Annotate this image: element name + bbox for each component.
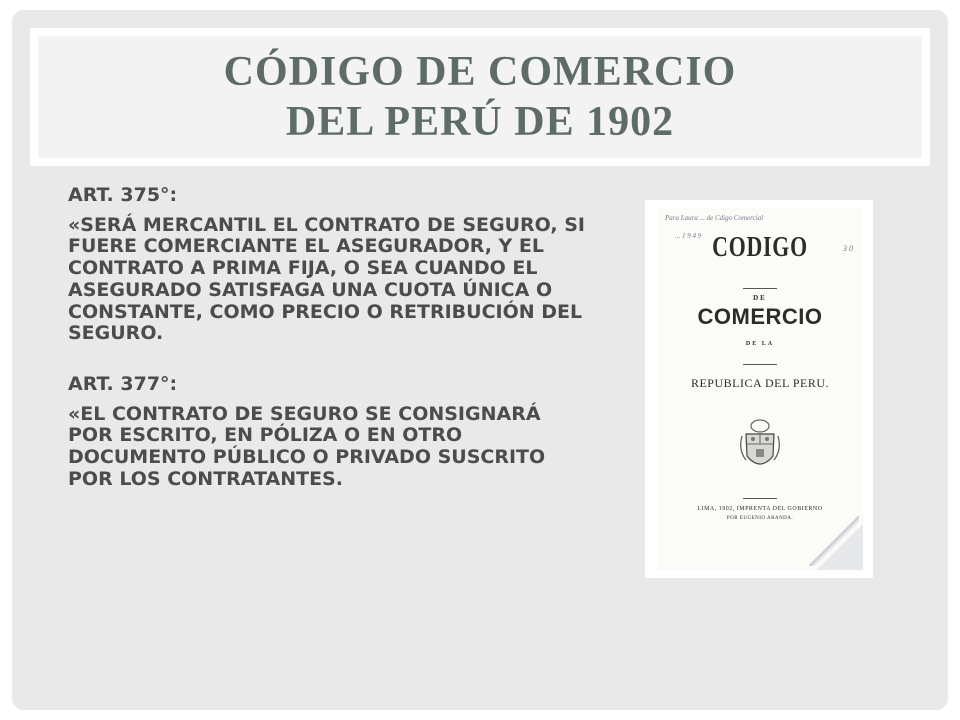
- book-cover: [657, 208, 863, 570]
- coat-of-arms-icon: [740, 416, 780, 480]
- title-line-2: DEL PERÚ DE 1902: [285, 99, 675, 145]
- handwritten-note-2: ... 1 9 4 9: [675, 232, 702, 240]
- article-375: [68, 185, 588, 345]
- article-text: «EL CONTRATO DE SEGURO SE CONSIGNARÁ POR ESCRITO, EN PÓLIZA O EN OTRO DOCUMENTO PÚBLICO O PRIVADO SUSCRITO POR LOS CONTRATANTES.: [68, 402, 546, 490]
- book-title-de-la: DE LA: [745, 341, 775, 347]
- book-title-codigo: CODIGO: [712, 232, 808, 263]
- title-box: [30, 28, 930, 166]
- book-imprint-2: POR EUGENIO ARANDA.: [726, 516, 794, 521]
- book-title-comercio: COMERCIO: [697, 304, 823, 329]
- spacer: [68, 345, 588, 374]
- title-inner: [38, 36, 922, 158]
- book-imprint: LIMA, 1902, IMPRENTA DEL GOBIERNO: [697, 506, 823, 512]
- divider: [743, 498, 777, 499]
- article-377: [68, 374, 588, 491]
- handwritten-note-3: 3 0: [843, 244, 853, 253]
- book-cover-image: [645, 200, 873, 578]
- divider: [743, 288, 777, 289]
- article-text: «SERÁ MERCANTIL EL CONTRATO DE SEGURO, SI FUERE COMERCIANTE EL ASEGURADOR, Y EL CONTRATO A PRIMA FIJA, O SEA CUANDO EL ASEGURADO SATISFAGA UNA CUOTA ÚNICA O CONSTANTE, COMO PRECIO O RETRIBUCIÓN DEL SEGURO.: [68, 213, 585, 345]
- divider: [743, 364, 777, 365]
- title-line-1: CÓDIGO DE COMERCIO: [223, 49, 737, 95]
- handwritten-note: Para Laura ... de Cdigo Comercial: [665, 214, 764, 222]
- content-text: [68, 185, 588, 490]
- article-heading: ART. 377°:: [68, 372, 178, 395]
- article-heading: ART. 375°:: [68, 184, 178, 206]
- book-title-republica: REPUBLICA DEL PERU.: [690, 376, 830, 390]
- page-curl: [817, 524, 863, 570]
- book-title-de: DE: [753, 294, 767, 302]
- slide: [12, 10, 948, 710]
